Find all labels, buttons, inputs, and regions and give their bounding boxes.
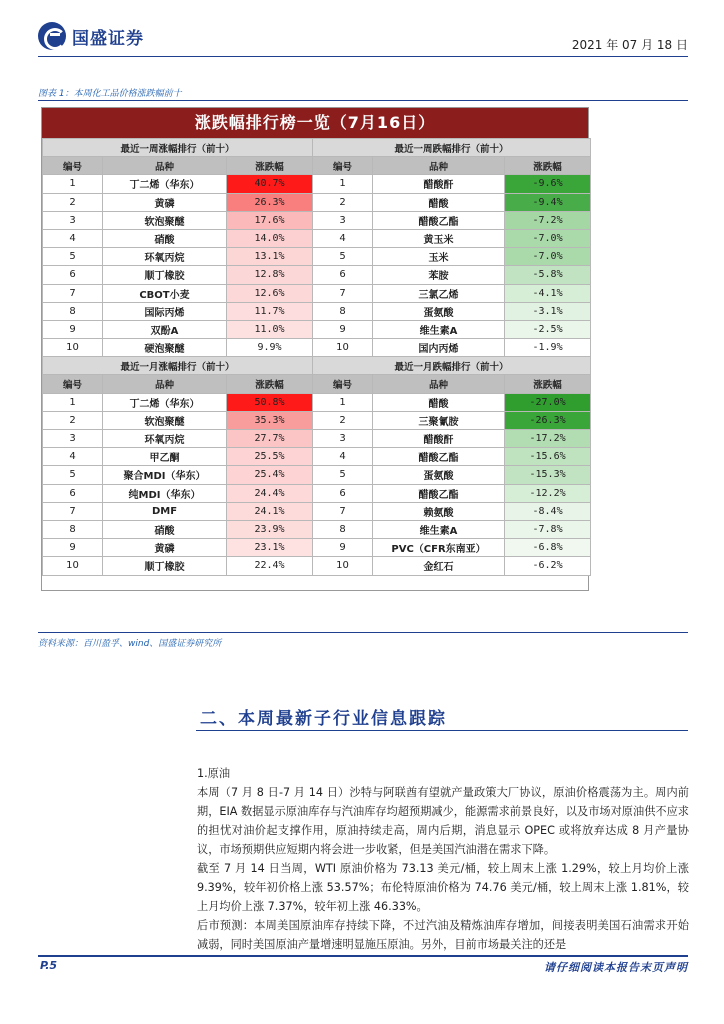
- item-name-cell: 顺丁橡胶: [103, 266, 227, 284]
- rank-cell: 4: [43, 229, 103, 247]
- rank-cell: 3: [43, 430, 103, 448]
- table-row: [43, 284, 591, 302]
- board-title: 涨跌幅排行榜一览（7月16日）: [42, 108, 588, 138]
- pct-cell: -9.4%: [505, 193, 591, 211]
- item-name-cell: 甲乙酮: [103, 448, 227, 466]
- rank-cell: 10: [43, 557, 103, 575]
- rank-cell: 5: [43, 248, 103, 266]
- item-name-cell: 丁二烯（华东）: [103, 175, 227, 193]
- item-name-cell: 醋酸: [373, 193, 505, 211]
- col-header-pct: 涨跌幅: [505, 375, 591, 393]
- rank-cell: 6: [313, 266, 373, 284]
- pct-cell: 11.0%: [227, 320, 313, 338]
- pct-cell: 25.4%: [227, 466, 313, 484]
- pct-cell: 9.9%: [227, 339, 313, 357]
- table-row: [43, 411, 591, 429]
- rank-cell: 5: [43, 466, 103, 484]
- item-name-cell: 国际丙烯: [103, 302, 227, 320]
- item-name-cell: 醋酸: [373, 393, 505, 411]
- section-title: 二、本周最新子行业信息跟踪: [200, 709, 447, 729]
- rank-cell: 10: [43, 339, 103, 357]
- rank-cell: 8: [313, 302, 373, 320]
- col-header-name: 品种: [103, 375, 227, 393]
- rank-cell: 5: [313, 248, 373, 266]
- col-header-no: 编号: [313, 157, 373, 175]
- table-row: [43, 448, 591, 466]
- item-name-cell: 玉米: [373, 248, 505, 266]
- table-row: [43, 557, 591, 575]
- item-name-cell: 双酚A: [103, 320, 227, 338]
- col-header-name: 品种: [103, 157, 227, 175]
- item-name-cell: 三聚氰胺: [373, 411, 505, 429]
- pct-cell: 17.6%: [227, 211, 313, 229]
- pct-cell: 24.4%: [227, 484, 313, 502]
- pct-cell: 11.7%: [227, 302, 313, 320]
- month-fall-title: 最近一月跌幅排行（前十）: [313, 357, 591, 375]
- ranking-board: [41, 107, 589, 591]
- rank-cell: 10: [313, 557, 373, 575]
- ranking-table: [42, 138, 591, 576]
- pct-cell: -7.0%: [505, 248, 591, 266]
- table-row: [43, 484, 591, 502]
- rank-cell: 1: [313, 393, 373, 411]
- pct-cell: 22.4%: [227, 557, 313, 575]
- item-name-cell: 醋酸乙酯: [373, 448, 505, 466]
- col-header-no: 编号: [43, 157, 103, 175]
- pct-cell: 12.8%: [227, 266, 313, 284]
- rank-cell: 1: [43, 393, 103, 411]
- col-header-name: 品种: [373, 157, 505, 175]
- rank-cell: 4: [313, 229, 373, 247]
- item-name-cell: 黄磷: [103, 193, 227, 211]
- figure-caption: 图表 1：本周化工品价格涨跌幅前十: [38, 89, 182, 99]
- rank-cell: 4: [313, 448, 373, 466]
- item-name-cell: 金红石: [373, 557, 505, 575]
- pct-cell: -6.2%: [505, 557, 591, 575]
- pct-cell: -26.3%: [505, 411, 591, 429]
- pct-cell: 40.7%: [227, 175, 313, 193]
- rank-cell: 3: [43, 211, 103, 229]
- table-row: [43, 211, 591, 229]
- item-name-cell: 醋酸乙酯: [373, 211, 505, 229]
- table-row: [43, 339, 591, 357]
- paragraph: 后市预测：本周美国原油库存持续下降，不过汽油及精炼油库存增加，间接表明美国石油需求开始减弱，同时美国原油产量增速明显施压原油。另外，目前市场最关注的还是: [197, 919, 689, 951]
- pct-cell: -8.4%: [505, 502, 591, 520]
- week-fall-title: 最近一周跌幅排行（前十）: [313, 139, 591, 157]
- item-name-cell: 蛋氨酸: [373, 302, 505, 320]
- table-row: [43, 302, 591, 320]
- pct-cell: -15.6%: [505, 448, 591, 466]
- table-row: [43, 320, 591, 338]
- pct-cell: 27.7%: [227, 430, 313, 448]
- item-name-cell: 聚合MDI（华东）: [103, 466, 227, 484]
- rank-cell: 9: [43, 320, 103, 338]
- column-header-row: [43, 157, 591, 175]
- item-name-cell: 国内丙烯: [373, 339, 505, 357]
- section-body: [197, 764, 689, 954]
- rank-cell: 8: [313, 520, 373, 538]
- item-name-cell: 赖氨酸: [373, 502, 505, 520]
- pct-cell: 35.3%: [227, 411, 313, 429]
- footer-divider: [38, 955, 688, 957]
- footer-disclaimer: 请仔细阅读本报告末页声明: [544, 961, 688, 974]
- rank-cell: 7: [313, 284, 373, 302]
- rank-cell: 7: [313, 502, 373, 520]
- pct-cell: -12.2%: [505, 484, 591, 502]
- item-name-cell: 环氧丙烷: [103, 430, 227, 448]
- item-name-cell: 软泡聚醚: [103, 211, 227, 229]
- pct-cell: -1.9%: [505, 339, 591, 357]
- pct-cell: 50.8%: [227, 393, 313, 411]
- rank-cell: 7: [43, 284, 103, 302]
- month-rise-title: 最近一月涨幅排行（前十）: [43, 357, 313, 375]
- company-logo: [38, 22, 144, 50]
- pct-cell: 13.1%: [227, 248, 313, 266]
- item-name-cell: 黄玉米: [373, 229, 505, 247]
- col-header-name: 品种: [373, 375, 505, 393]
- item-name-cell: 环氧丙烷: [103, 248, 227, 266]
- rank-cell: 2: [313, 411, 373, 429]
- rank-cell: 3: [313, 211, 373, 229]
- rank-cell: 2: [313, 193, 373, 211]
- rank-cell: 6: [313, 484, 373, 502]
- table-row: [43, 539, 591, 557]
- pct-cell: -9.6%: [505, 175, 591, 193]
- logo-text: 国盛证券: [72, 28, 144, 49]
- rank-cell: 4: [43, 448, 103, 466]
- rank-cell: 5: [313, 466, 373, 484]
- item-name-cell: 蛋氨酸: [373, 466, 505, 484]
- pct-cell: -17.2%: [505, 430, 591, 448]
- section-subhead: 1.原油: [197, 767, 231, 780]
- pct-cell: -15.3%: [505, 466, 591, 484]
- rank-cell: 9: [313, 320, 373, 338]
- item-name-cell: 硬泡聚醚: [103, 339, 227, 357]
- paragraph: 本周（7 月 8 日-7 月 14 日）沙特与阿联酋有望就产量政策大厂协议，原油价格震荡为主。周内前期，EIA 数据显示原油库存与汽油库存均超预期减少，能源需求前景良好，以及市场对原油供不应求的担忧对油价起支撑作用，原油持续走高，周内后期，消息显示 OPEC 或将放弃达成 8 月产量协议，市场预期供应短期内将会进一步收紧，但是美国汽油潜在需求下降。: [197, 786, 689, 856]
- pct-cell: 25.5%: [227, 448, 313, 466]
- section-header-row: [43, 357, 591, 375]
- item-name-cell: 纯MDI（华东）: [103, 484, 227, 502]
- rank-cell: 2: [43, 411, 103, 429]
- item-name-cell: CBOT小麦: [103, 284, 227, 302]
- pct-cell: 24.1%: [227, 502, 313, 520]
- item-name-cell: 醋酸酐: [373, 430, 505, 448]
- section-header-row: [43, 139, 591, 157]
- page-number: P.5: [40, 959, 58, 972]
- rank-cell: 8: [43, 302, 103, 320]
- pct-cell: -4.1%: [505, 284, 591, 302]
- item-name-cell: 顺丁橡胶: [103, 557, 227, 575]
- table-row: [43, 248, 591, 266]
- rank-cell: 6: [43, 266, 103, 284]
- source-divider: [38, 632, 688, 633]
- rank-cell: 3: [313, 430, 373, 448]
- section-title-divider: [196, 730, 688, 731]
- item-name-cell: 三氯乙烯: [373, 284, 505, 302]
- page-header: [38, 18, 688, 58]
- item-name-cell: 醋酸酐: [373, 175, 505, 193]
- item-name-cell: 硝酸: [103, 520, 227, 538]
- pct-cell: -7.8%: [505, 520, 591, 538]
- item-name-cell: 丁二烯（华东）: [103, 393, 227, 411]
- pct-cell: -7.0%: [505, 229, 591, 247]
- pct-cell: -5.8%: [505, 266, 591, 284]
- item-name-cell: PVC（CFR东南亚）: [373, 539, 505, 557]
- pct-cell: 23.1%: [227, 539, 313, 557]
- table-row: [43, 229, 591, 247]
- rank-cell: 6: [43, 484, 103, 502]
- rank-cell: 9: [313, 539, 373, 557]
- pct-cell: 14.0%: [227, 229, 313, 247]
- table-row: [43, 502, 591, 520]
- table-row: [43, 193, 591, 211]
- rank-cell: 10: [313, 339, 373, 357]
- item-name-cell: DMF: [103, 502, 227, 520]
- paragraph: 截至 7 月 14 日当周，WTI 原油价格为 73.13 美元/桶，较上周末上涨 1.29%，较上月均价上涨 9.39%，较年初价格上涨 53.57%；布伦特原油价格为 74.76 美元/桶，较上周末上涨 1.81%，较上月均价上涨 7.37%，较年初上涨 46.33%。: [197, 862, 689, 913]
- pct-cell: 26.3%: [227, 193, 313, 211]
- table-row: [43, 393, 591, 411]
- item-name-cell: 维生素A: [373, 320, 505, 338]
- item-name-cell: 醋酸乙酯: [373, 484, 505, 502]
- table-row: [43, 466, 591, 484]
- table-row: [43, 266, 591, 284]
- col-header-pct: 涨跌幅: [505, 157, 591, 175]
- item-name-cell: 软泡聚醚: [103, 411, 227, 429]
- pct-cell: -7.2%: [505, 211, 591, 229]
- pct-cell: 12.6%: [227, 284, 313, 302]
- item-name-cell: 黄磷: [103, 539, 227, 557]
- report-date: 2021 年 07 月 18 日: [571, 38, 688, 52]
- item-name-cell: 硝酸: [103, 229, 227, 247]
- rank-cell: 8: [43, 520, 103, 538]
- column-header-row: [43, 375, 591, 393]
- rank-cell: 1: [313, 175, 373, 193]
- figure-source: 资料来源：百川盈孚、wind、国盛证券研究所: [38, 639, 222, 649]
- logo-icon: [38, 22, 66, 50]
- rank-cell: 9: [43, 539, 103, 557]
- figure-divider: [38, 100, 688, 101]
- col-header-pct: 涨跌幅: [227, 375, 313, 393]
- pct-cell: -6.8%: [505, 539, 591, 557]
- pct-cell: -2.5%: [505, 320, 591, 338]
- table-row: [43, 520, 591, 538]
- week-rise-title: 最近一周涨幅排行（前十）: [43, 139, 313, 157]
- col-header-no: 编号: [313, 375, 373, 393]
- col-header-pct: 涨跌幅: [227, 157, 313, 175]
- col-header-no: 编号: [43, 375, 103, 393]
- item-name-cell: 维生素A: [373, 520, 505, 538]
- pct-cell: 23.9%: [227, 520, 313, 538]
- table-row: [43, 175, 591, 193]
- rank-cell: 7: [43, 502, 103, 520]
- rank-cell: 1: [43, 175, 103, 193]
- rank-cell: 2: [43, 193, 103, 211]
- item-name-cell: 苯胺: [373, 266, 505, 284]
- table-row: [43, 430, 591, 448]
- header-divider: [38, 56, 688, 57]
- pct-cell: -3.1%: [505, 302, 591, 320]
- pct-cell: -27.0%: [505, 393, 591, 411]
